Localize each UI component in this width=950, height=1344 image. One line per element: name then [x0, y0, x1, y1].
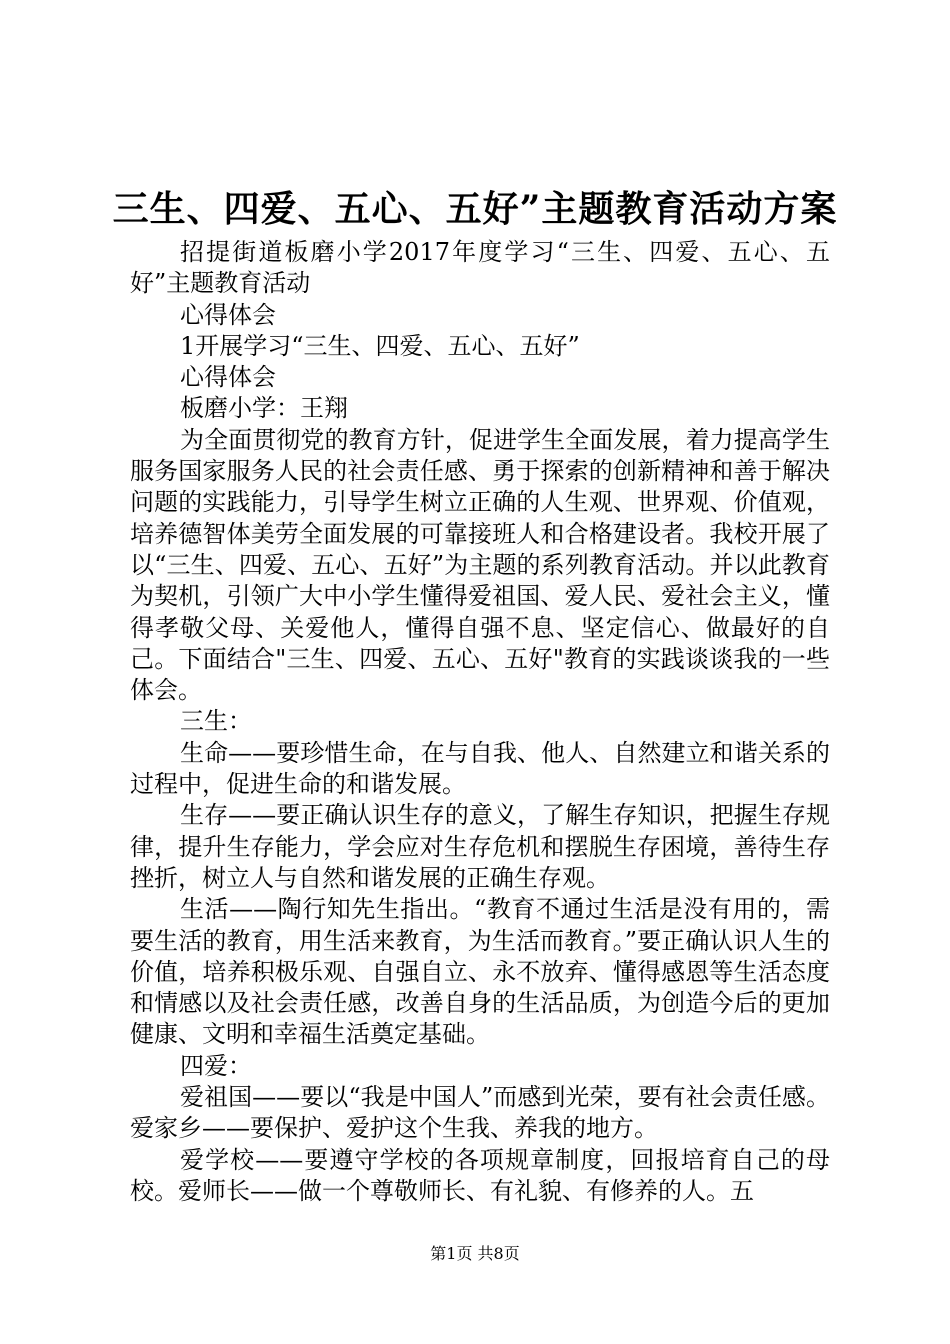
paragraph: 1开展学习“三生、四爱、五心、五好”: [180, 331, 580, 360]
paragraph: 招提街道板磨小学2017年度学习“三生、四爱、五心、五好”主题教育活动: [130, 238, 830, 298]
paragraph: 生活——陶行知先生指出。“教育不通过生活是没有用的，需要生活的教育，用生活来教育，为生活而教育。”要正确认识人生的价值，培养积极乐观、自强自立、永不放弃、懂得感恩等生活态度和情感以及社会责任感，改善自身的生活品质，为创造今后的更加健康、文明和幸福生活奠定基础。: [130, 895, 830, 1049]
paragraph: 为全面贯彻党的教育方针，促进学生全面发展，着力提高学生服务国家服务人民的社会责任感、勇于探索的创新精神和善于解决问题的实践能力，引导学生树立正确的人生观、世界观、价值观，培养德智体美劳全面发展的可靠接班人和合格建设者。我校开展了以“三生、四爱、五心、五好”为主题的系列教育活动。并以此教育为契机，引领广大中小学生懂得爱祖国、爱人民、爱社会主义，懂得孝敬父母、关爱他人，懂得自强不息、坚定信心、做最好的自己。下面结合"三生、四爱、五心、五好"教育的实践谈谈我的一些体会。: [130, 425, 830, 705]
paragraph: 生命——要珍惜生命，在与自我、他人、自然建立和谐关系的过程中，促进生命的和谐发展。: [130, 738, 830, 799]
paragraph: 爱学校——要遵守学校的各项规章制度，回报培育自己的母校。爱师长——做一个尊敬师长、有礼貌、有修养的人。五: [130, 1145, 830, 1205]
paragraph: 心得体会: [180, 363, 276, 392]
section-heading: 四爱：: [180, 1051, 252, 1080]
document-body: [130, 237, 830, 1207]
document-title: 三生、四爱、五心、五好”主题教育活动方案: [112, 188, 838, 230]
paragraph: 生存——要正确认识生存的意义，了解生存知识，把握生存规律，提升生存能力，学会应对生存危机和摆脱生存困境，善待生存挫折，树立人与自然和谐发展的正确生存观。: [130, 801, 830, 892]
section-heading: 三生：: [180, 707, 252, 736]
paragraph: 爱祖国——要以“我是中国人”而感到光荣，要有社会责任感。爱家乡——要保护、爱护这个生我、养我的地方。: [130, 1083, 830, 1143]
author-line: 板磨小学：王翔: [180, 394, 348, 423]
paragraph: 心得体会: [180, 300, 276, 329]
page-footer: 第1页 共8页: [430, 1244, 520, 1263]
